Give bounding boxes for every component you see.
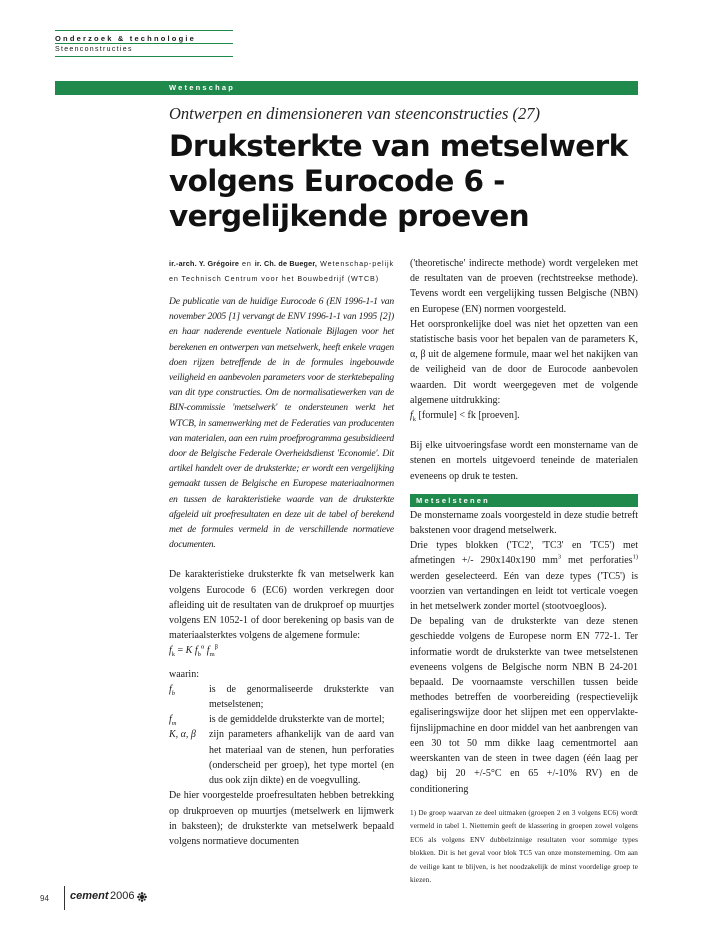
category-band	[55, 81, 638, 95]
body-paragraph: Bij elke uitvoeringsfase wordt een monstername van de stenen en mortels uitgevoerd teneinde de materialen eveneens op druk te testen.	[410, 440, 638, 482]
inequality: $f_k$ [formule] < fk [proeven].	[410, 410, 520, 424]
section-header: Onderzoek & technologie	[55, 30, 233, 43]
body-paragraph: De monstername zoals voorgesteld in deze studie betreft bakstenen voor dragend metselwerk.	[410, 509, 638, 537]
magazine-logo-icon	[137, 892, 147, 902]
definition-symbol: $f_b$	[169, 683, 176, 697]
section-heading: Metselstenen	[410, 494, 638, 507]
author-conjunction: en	[241, 259, 252, 268]
author-1: ir.-arch. Y. Grégoire	[169, 259, 240, 268]
formula: $f_k = K$ $f_b^\alpha$ $f_m^\beta$	[169, 644, 218, 659]
definition-text: zijn parameters afhankelijk van de aard van het materiaal van de stenen, hun perforaties (onderscheid per groep), het type mortel (en dus ook zijn dikte) en de voegvulling.	[209, 729, 394, 787]
definition-list	[169, 682, 394, 788]
definition-text: is de gemiddelde druksterkte van de mortel;	[209, 714, 385, 726]
definition-symbol: $f_m$	[169, 714, 177, 728]
footnote: 1) De groep waarvan ze deel uitmaken (groepen 2 en 3 volgens EC6) wordt vermeld in tabel 1. Niettemin geeft de klassering in groepen zowel volgens EC6 als volgens ENV dubbelzinnige resultaten voor sommige types blokken. Dit is het geval voor blok TC5 van onze monsterneming. Om aan de veilige kant te blijven, is het noodzakelijk de minst voordelige groep te kiezen.	[410, 808, 638, 885]
magazine-name: cement	[70, 890, 109, 902]
body-paragraph: Het oorspronkelijke doel was niet het opzetten van een statistische basis voor het bepalen van de parameters K, α, β uit de algemene formule, maar wel het nakijken van de veiligheid van de door de Eurocode aanbevolen waarden. Dit wordt weergegeven met de volgende algemene uitdrukking:	[410, 318, 638, 406]
body-paragraph: Drie types blokken ('TC2', 'TC3' en 'TC5') met afmetingen +/- 290x140x190 $mm^3$ met perforaties$^{1)}$ werden geselecteerd. Eén van deze types ('TC5') is voorzien van vertandingen en leidt tot verticale voegen in het metselwerk zonder mortel (stootvoegloos).	[410, 540, 638, 613]
article-title	[169, 129, 639, 234]
footnote-ref: 1)	[632, 554, 638, 562]
footer-divider	[64, 886, 65, 910]
author-line	[169, 256, 394, 286]
body-paragraph: ('theoretische' indirecte methode) wordt vergeleken met de resultaten van de proeven (rechtstreekse methode). Tevens wordt een vergelijking tussen Belgische (NBN) en Europese (EN) normen voorgesteld.	[410, 258, 638, 315]
column-right	[410, 256, 638, 888]
definition-text: is de genormaliseerde druksterkte van metselstenen;	[209, 683, 394, 711]
subsection-header: Steenconstructies	[55, 43, 233, 57]
waarin-label: waarin:	[169, 668, 199, 680]
title-line: Druksterkte van metselwerk	[169, 129, 628, 163]
definition-symbol: K, α, β	[169, 729, 196, 741]
category-label: Wetenschap	[169, 83, 236, 92]
body-paragraph: De hier voorgestelde proefresultaten hebben betrekking op drukproeven op muurtjes (metselwerk en lijmwerk in baksteen); de druksterkte van metselwerk bepaald volgens normatieve documenten	[169, 790, 394, 847]
superscript: 3	[557, 554, 562, 562]
article-kicker: Ontwerpen en dimensioneren van steenconstructies (27)	[169, 104, 541, 123]
title-line: volgens Eurocode 6 -	[169, 164, 505, 198]
page-footer	[40, 886, 240, 910]
article-intro: De publicatie van de huidige Eurocode 6 (EN 1996-1-1 van november 2005 [1] vervangt de ENV 1996-1-1 van 1995 [2]) en haar naderende eventuele Nationale Bijlagen voor het berekenen en ontwerpen van metselwerk, heeft enkele vragen doen rijzen betreffende de in de formules ingebouwde veiligheid en aanbevolen parameters voor de sterktebepaling van dit type constructies. Om de normalisatiewerken van de BIN-commissie 'metselwerk' te ondersteunen werkt het WTCB, in samenwerking met de Federaties van producenten van materialen, aan een ruim proefprogramma gesubsidieerd door de Belgische Federale Overheidsdienst 'Economie'. Dit artikel handelt over de druksterkte; er wordt een vergelijking gemaakt tussen de Belgische en Europese materiaalnormen en tussen de karakteristieke waarde van de druksterkte afgeleid uit proefresultaten en deze uit de tabel of berekend met de formules vermeld in de verschillende normatieve documenten.	[169, 296, 394, 551]
column-left	[169, 256, 394, 849]
magazine-year: 2006	[110, 890, 135, 902]
author-affiliation: Wetenschap-pelijk en Technisch Centrum voor het Bouwbedrijf (WTCB)	[169, 259, 394, 283]
body-paragraph: De karakteristieke druksterkte fk van metselwerk kan volgens Eurocode 6 (EC6) worden verkregen door afleiding uit de resultaten van de drukproef op muurtjes volgens EN 1052-1 of door berekening op basis van de materiaalsterktes volgens de algemene formule:	[169, 569, 394, 642]
page-number: 94	[40, 894, 49, 903]
author-2: ir. Ch. de Bueger,	[254, 259, 318, 268]
body-paragraph: De bepaling van de druksterkte van deze stenen geschiedde volgens de Europese norm EN 772-1. Ter informatie wordt de druksterkte van twee metselstenen eveneens volgens de Belgische norm NBN B 24-201 bepaald. De voornaamste verschillen tussen beide methodes betreffen de voorbereiding (respectievelijk egaliseringswijze door het slijpen met een oppervlakte-fijnslijpmachine en door middel van het aanbrengen van een 30 tot 50 mm dikke laag cementmortel aan weerskanten van de steen in twee dagen (één laag per dag) bij 20 +/-5°C en 65 +/-10% RV) en de conditionering	[410, 616, 638, 795]
title-line: vergelijkende proeven	[169, 199, 530, 233]
